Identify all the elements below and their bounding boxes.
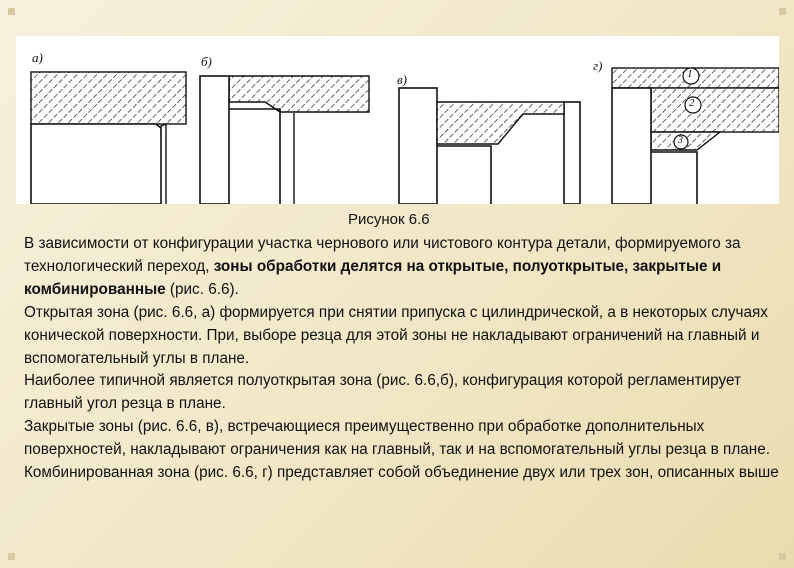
part-wall-b — [200, 76, 229, 204]
paragraph-semi-open-zone: Наиболее типичной является полуоткрытая зона (рис. 6.6,б), конфигурация которой регламентирует главный угол резца в плане. — [24, 372, 741, 413]
paragraph-zones-intro — [24, 233, 786, 302]
corner-mark — [8, 8, 15, 15]
part-contour-c — [437, 146, 491, 204]
machining-zones-figure — [16, 36, 779, 204]
panel-a-drawing — [31, 72, 186, 204]
paragraph-text: В зависимости от конфигурации участка чернового или чистового контура детали, формируемого за технологический переход, — [24, 235, 741, 275]
panel-label-b: б) — [201, 54, 212, 69]
part-wall-d — [612, 88, 651, 204]
allowance-zone-b — [229, 76, 369, 112]
corner-mark — [779, 553, 786, 560]
panel-c-drawing — [399, 88, 580, 204]
panel-label-a: а) — [32, 50, 43, 65]
zones-drawing — [16, 36, 779, 204]
paragraph-text: (рис. 6.6). — [165, 280, 239, 298]
part-contour-a — [31, 124, 161, 204]
part-contour-d — [651, 152, 697, 204]
allowance-zone-a — [31, 72, 186, 124]
panel-b-drawing — [200, 76, 369, 204]
part-contour-b — [229, 109, 280, 204]
corner-mark — [779, 8, 786, 15]
body-text — [24, 233, 786, 485]
paragraph-open-zone: Открытая зона (рис. 6.6, а) формируется при снятии припуска с цилиндрической, а в некоторых случаях конической поверхности. При, выборе резца для этой зоны не накладывают ограничений на главный и вспомогательный углы в плане. — [24, 303, 768, 367]
allowance-zone-2 — [651, 88, 779, 132]
zone-number-3: 3 — [678, 135, 683, 146]
paragraph-closed-zone: Закрытые зоны (рис. 6.6, в), встречающиеся преимущественно при обработке дополнительных поверхностей, накладывают ограничения как на главный, так и на вспомогательный углы резца в плане. — [24, 418, 770, 459]
zone-number-1: 1 — [687, 68, 693, 80]
figure-caption: Рисунок 6.6 — [348, 211, 430, 228]
panel-d-drawing — [612, 68, 779, 204]
part-wall-left-c — [399, 88, 437, 204]
panel-label-d: г) — [593, 58, 603, 73]
zone-number-2: 2 — [689, 97, 695, 109]
bold-definition: зоны обработки делятся на открытые, полуоткрытые, закрытые и комбинированные — [24, 257, 722, 298]
paragraph-combined-zone: Комбинированная зона (рис. 6.6, г) представляет собой объединение двух или трех зон, описанных выше — [24, 464, 779, 482]
corner-mark — [8, 553, 15, 560]
allowance-zone-c — [437, 102, 564, 144]
panel-label-c: в) — [397, 72, 407, 87]
part-wall-right-c — [564, 102, 580, 204]
